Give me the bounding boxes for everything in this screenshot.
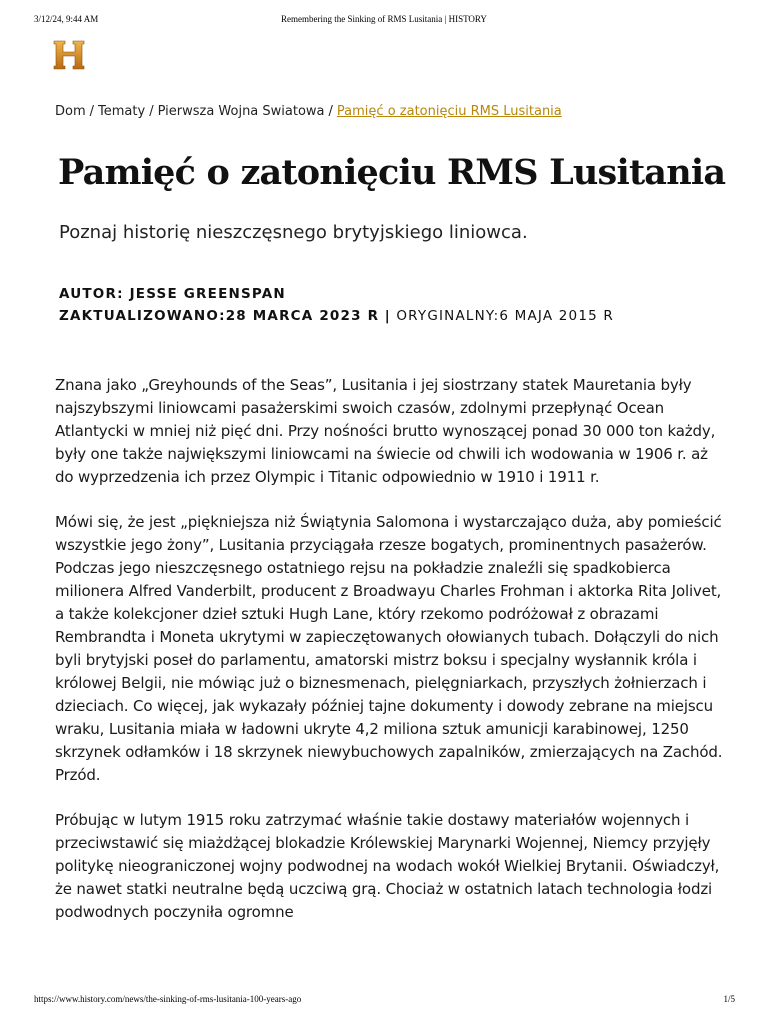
breadcrumb-item-topics[interactable]: Tematy [98, 104, 146, 119]
article-meta [59, 283, 614, 327]
print-datetime: 3/12/24, 9:44 AM [34, 14, 99, 24]
breadcrumb-separator: / [149, 104, 154, 119]
breadcrumb-separator: / [328, 104, 333, 119]
breadcrumb-item-home[interactable]: Dom [55, 104, 86, 119]
breadcrumb-separator: / [89, 104, 95, 119]
print-page-number: 1/5 [723, 994, 735, 1004]
history-logo-icon[interactable] [52, 38, 86, 72]
breadcrumb-item-ww1[interactable]: Pierwsza Wojna Swiatowa [157, 104, 325, 119]
original-date: ORYGINALNY:6 MAJA 2015 R [396, 308, 614, 324]
page-title: Pamięć o zatonięciu RMS Lusitania [58, 152, 726, 193]
meta-separator: | [384, 308, 391, 324]
article-paragraph: Próbując w lutym 1915 roku zatrzymać właśnie takie dostawy materiałów wojennych i przeciwstawić się miażdżącej blokadzie Królewskiej Marynarki Wojennej, Niemcy przyjęły politykę nieograniczonej wojny podwodnej na wodach wokół Wielkiej Brytanii. Oświadczył, że nawet statki neutralne będą uczciwą grą. Chociaż w ostatnich latach technologia łodzi podwodnych poczyniła ogromne [55, 811, 720, 921]
breadcrumb [55, 104, 562, 119]
updated-date: ZAKTUALIZOWANO:28 MARCA 2023 R [59, 308, 380, 324]
breadcrumb-item-current[interactable]: Pamięć o zatonięciu RMS Lusitania [336, 104, 562, 119]
article-body [55, 374, 725, 946]
print-page-title: Remembering the Sinking of RMS Lusitania | HISTORY [281, 14, 487, 24]
article-paragraph: Mówi się, że jest „piękniejsza niż Świątynia Salomona i wystarczająco duża, aby pomieścić wszystkie jego żony”, Lusitania przyciągała rzesze bogatych, prominentnych pasażerów. Podczas jego nieszczęsnego ostatniego rejsu na pokładzie znaleźli się spadkobierca milionera Alfred Vanderbilt, producent z Broadwayu Charles Frohman i aktorka Rita Jolivet, a także kolekcjoner dzieł sztuki Hugh Lane, który rzekomo podróżował z obrazami Rembrandta i Moneta ukrytymi w zapieczętowanych ołowianych tubach. Dołączyli do nich byli brytyjski poseł do parlamentu, amatorski mistrz boksu i specjalny wysłannik króla i królowej Belgii, nie mówiąc już o biznesmenach, pielęgniarkach, przyszłych żołnierzach i dzieciach. Co więcej, jak wykazały później tajne dokumenty i dowody zebrane na miejscu wraku, Lusitania miała w ładowni ukryte 4,2 miliona sztuk amunicji karabinowej, 1250 skrzynek odłamków i 18 skrzynek niewybuchowych zapalników, zmierzających na Zachód. Przód. [55, 513, 723, 784]
page-subtitle: Poznaj historię nieszczęsnego brytyjskiego liniowca. [59, 222, 528, 243]
print-url: https://www.history.com/news/the-sinking-of-rms-lusitania-100-years-ago [34, 994, 302, 1004]
author-line: AUTOR: JESSE GREENSPAN [59, 286, 286, 302]
article-paragraph: Znana jako „Greyhounds of the Seas”, Lusitania i jej siostrzany statek Mauretania były najszybszymi liniowcami pasażerskimi swoich czasów, zdolnymi przepłynąć Ocean Atlantycki w mniej niż pięć dni. Przy nośności brutto wynoszącej ponad 30 000 ton każdy, były one także największymi liniowcami na świecie od chwili ich wodowania w 1906 r. aż do wyprzedzenia ich przez Olympic i Titanic odpowiednio w 1910 i 1911 r. [55, 376, 716, 486]
